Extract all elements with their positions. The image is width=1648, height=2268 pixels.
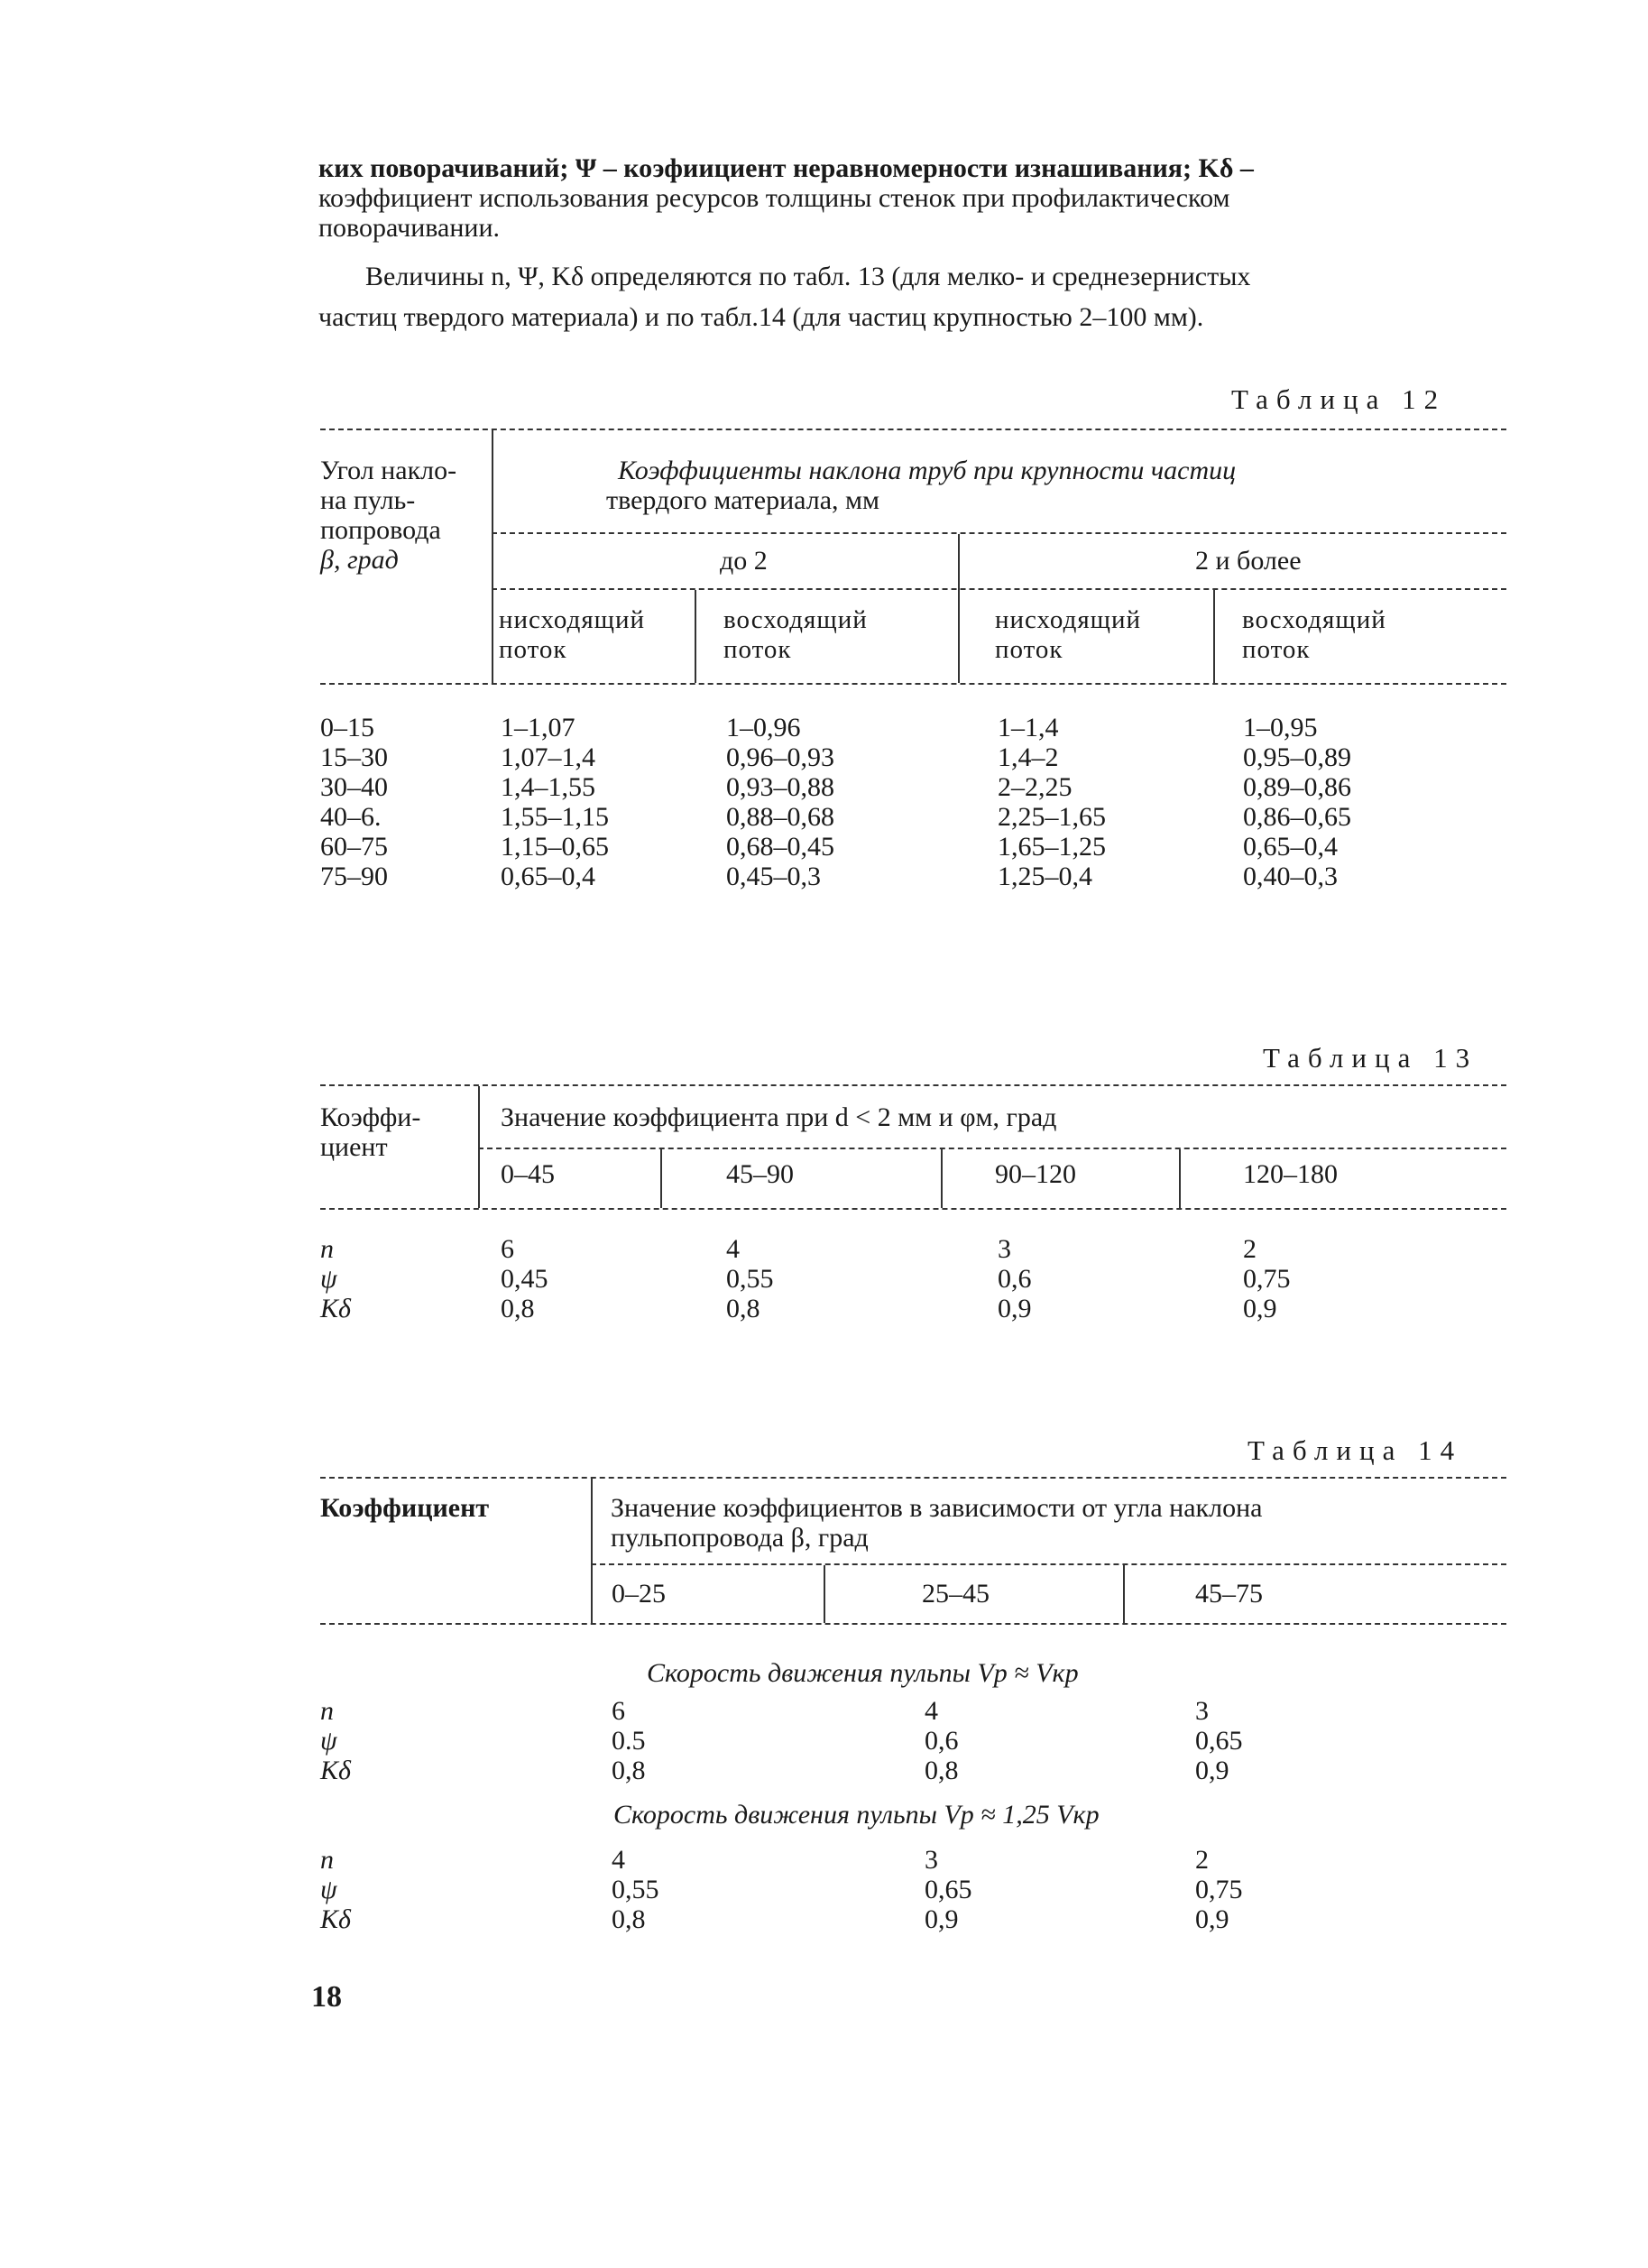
table-cell: 1,07–1,4 (501, 742, 595, 772)
table-14-section-2-title: Скорость движения пульпы Vр ≈ 1,25 Vкр (613, 1800, 1100, 1830)
table-12-group-rule (492, 532, 1506, 534)
table-13-sub-3: 90–120 (995, 1159, 1076, 1189)
table-14-sub-2: 25–45 (922, 1579, 990, 1609)
table-12-sub-divider-1 (695, 590, 696, 683)
table-cell: 15–30 (320, 742, 388, 772)
table-cell: ψ (320, 1726, 337, 1756)
table-12-col0-h4: β, град (320, 545, 399, 575)
intro-line-2: коэффициент использования ресурсов толщины стенок при профилактическом (318, 183, 1230, 213)
table-cell: 0,8 (501, 1294, 535, 1323)
table-13-sub-divider-1 (660, 1149, 662, 1208)
table-cell: 1,15–0,65 (501, 832, 609, 862)
table-12-sub-2-a: восходящий (723, 605, 868, 634)
table-cell: 0,95–0,89 (1243, 742, 1351, 772)
table-cell: 3 (1195, 1696, 1209, 1726)
table-13-col0-h1: Коэффи- (320, 1102, 421, 1132)
table-cell: 2 (1195, 1845, 1209, 1875)
table-cell: 2–2,25 (998, 772, 1073, 802)
table-cell: 1,4–2 (998, 742, 1059, 772)
table-cell: 1–0,95 (1243, 713, 1318, 742)
table-14-caption: Таблица 14 (1248, 1434, 1463, 1466)
table-cell: 0,75 (1195, 1875, 1243, 1904)
table-cell: 4 (726, 1234, 740, 1264)
table-cell: ψ (320, 1264, 337, 1294)
table-cell: 1,55–1,15 (501, 802, 609, 832)
table-cell: n (320, 1234, 334, 1264)
table-12-col0-h2: на пуль- (320, 485, 416, 515)
table-cell: 0,65 (1195, 1726, 1243, 1756)
table-cell: 6 (612, 1696, 625, 1726)
table-14-sub-divider-2 (1123, 1565, 1125, 1623)
table-12-main-header-1: Коэффициенты наклона труб при крупности частиц (618, 456, 1237, 485)
table-12-sub-1-b: поток (499, 635, 567, 664)
table-14-sub-rule (591, 1563, 1506, 1565)
table-cell: Kδ (320, 1904, 351, 1934)
table-12-sub-4-b: поток (1242, 635, 1311, 664)
table-cell: 0,93–0,88 (726, 772, 834, 802)
table-cell: 0,9 (998, 1294, 1032, 1323)
table-14-sub-1: 0–25 (612, 1579, 666, 1609)
table-cell: n (320, 1696, 334, 1726)
table-12-top-rule (320, 429, 1506, 430)
table-cell: 0,45 (501, 1264, 548, 1294)
table-cell: 0,65–0,4 (1243, 832, 1338, 862)
table-cell: 0,96–0,93 (726, 742, 834, 772)
table-cell: 0,9 (1195, 1756, 1229, 1785)
table-13-col0-h2: циент (320, 1132, 388, 1162)
table-cell: 40–6. (320, 802, 382, 832)
table-cell: 75–90 (320, 862, 388, 891)
table-14-top-rule (320, 1477, 1506, 1479)
table-cell: 3 (998, 1234, 1011, 1264)
table-cell: 6 (501, 1234, 514, 1264)
table-cell: 60–75 (320, 832, 388, 862)
table-13-sub-rule (478, 1148, 1506, 1149)
table-cell: 3 (925, 1845, 938, 1875)
table-13-caption: Таблица 13 (1263, 1042, 1478, 1074)
table-cell: 0,86–0,65 (1243, 802, 1351, 832)
table-cell: 0,65–0,4 (501, 862, 595, 891)
table-12-sub-rule (492, 588, 1506, 590)
table-cell: 0,8 (925, 1756, 959, 1785)
table-cell: 4 (612, 1845, 625, 1875)
table-cell: 1,4–1,55 (501, 772, 595, 802)
table-cell: 0,55 (726, 1264, 774, 1294)
table-cell: 0,6 (925, 1726, 959, 1756)
table-14-col-divider (591, 1479, 593, 1623)
table-cell: 0,65 (925, 1875, 972, 1904)
table-cell: ψ (320, 1875, 337, 1904)
table-cell: n (320, 1845, 334, 1875)
table-12-header-bottom-rule (320, 683, 1506, 685)
table-12-sub-3-a: нисходящий (995, 605, 1142, 634)
table-12-col0-h3: попровода (320, 515, 441, 545)
table-cell: 1–1,4 (998, 713, 1059, 742)
table-12-sub-2-b: поток (723, 635, 792, 664)
table-14-section-1-title: Скорость движения пульпы Vр ≈ Vкр (647, 1658, 1079, 1688)
table-12-col-divider (492, 430, 493, 683)
table-cell: 0,40–0,3 (1243, 862, 1338, 891)
table-cell: 0,9 (925, 1904, 959, 1934)
intro-line-5: частиц твердого материала) и по табл.14 (для частиц крупностью 2–100 мм). (318, 302, 1204, 332)
table-14-sub-divider-1 (824, 1565, 825, 1623)
table-14-col0-header: Коэффициент (320, 1493, 490, 1523)
intro-line-3: поворачивании. (318, 213, 501, 243)
table-cell: Kδ (320, 1756, 351, 1785)
table-14-main-header-1: Значение коэффициентов в зависимости от угла наклона (611, 1493, 1263, 1523)
table-12-sub-1-a: нисходящий (499, 605, 646, 634)
table-12-caption: Таблица 12 (1231, 383, 1447, 415)
table-cell: 1–0,96 (726, 713, 801, 742)
table-12-sub-divider-3 (1213, 590, 1215, 683)
table-cell: 0,8 (612, 1756, 646, 1785)
table-12-main-header-2: твердого материала, мм (606, 485, 879, 515)
intro-line-1: ких поворачиваний; Ψ – коэфиициент неравномерности изнашивания; Kδ – (318, 153, 1254, 183)
table-13-sub-4: 120–180 (1243, 1159, 1338, 1189)
table-12-sub-3-b: поток (995, 635, 1063, 664)
table-12-group-1: до 2 (720, 546, 768, 576)
intro-line-4: Величины n, Ψ, Kδ определяются по табл. 13 (для мелко- и среднезернистых (365, 262, 1251, 291)
table-cell: 0,45–0,3 (726, 862, 821, 891)
table-cell: 0,68–0,45 (726, 832, 834, 862)
table-12-sub-4-a: восходящий (1242, 605, 1386, 634)
table-13-sub-1: 0–45 (501, 1159, 555, 1189)
table-cell: 0,9 (1195, 1904, 1229, 1934)
page-number: 18 (311, 1980, 342, 2014)
table-12-group-divider (958, 534, 960, 683)
table-13-main-header: Значение коэффициента при d < 2 мм и φм, град (501, 1102, 1057, 1132)
table-cell: 0,89–0,86 (1243, 772, 1351, 802)
table-14-header-bottom-rule (320, 1623, 1506, 1625)
table-cell: 0.5 (612, 1726, 646, 1756)
table-14-main-header-2: пульпопровода β, град (611, 1523, 869, 1553)
table-cell: Kδ (320, 1294, 351, 1323)
table-13-top-rule (320, 1084, 1506, 1086)
table-cell: 2,25–1,65 (998, 802, 1106, 832)
table-cell: 0,88–0,68 (726, 802, 834, 832)
table-12-col0-h1: Угол накло- (320, 456, 457, 485)
table-cell: 0,9 (1243, 1294, 1277, 1323)
table-cell: 1,25–0,4 (998, 862, 1092, 891)
table-13-sub-divider-3 (1179, 1149, 1181, 1208)
table-cell: 30–40 (320, 772, 388, 802)
table-cell: 0,6 (998, 1264, 1032, 1294)
table-cell: 1,65–1,25 (998, 832, 1106, 862)
table-cell: 0,8 (726, 1294, 760, 1323)
table-cell: 0,8 (612, 1904, 646, 1934)
table-12-group-2: 2 и более (1195, 546, 1302, 576)
table-cell: 4 (925, 1696, 938, 1726)
table-cell: 0,55 (612, 1875, 659, 1904)
table-cell: 1–1,07 (501, 713, 575, 742)
table-cell: 0–15 (320, 713, 374, 742)
table-14-sub-3: 45–75 (1195, 1579, 1263, 1609)
table-13-sub-divider-2 (941, 1149, 943, 1208)
table-cell: 2 (1243, 1234, 1257, 1264)
table-13-sub-2: 45–90 (726, 1159, 794, 1189)
table-cell: 0,75 (1243, 1264, 1291, 1294)
table-13-header-bottom-rule (320, 1208, 1506, 1210)
